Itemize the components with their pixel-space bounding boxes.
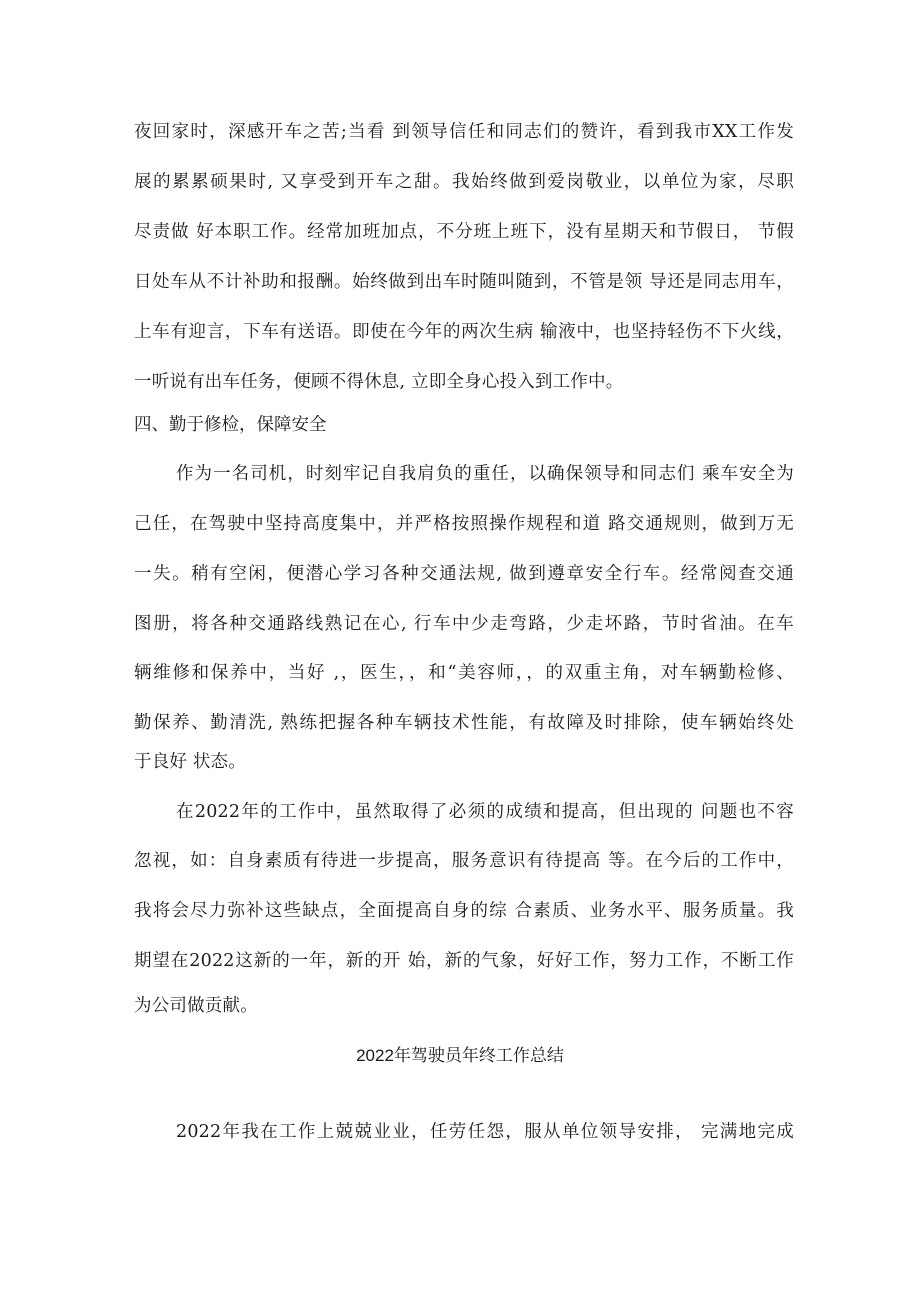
paragraph-line: 图册，将各种交通路线熟记在心, 行车中少走弯路，少走坏路，节时省油。在车	[134, 614, 794, 634]
paragraph-line: 忽视，如：自身素质有待进一步提高，服务意识有待提高 等。在今后的工作中，	[134, 851, 794, 871]
paragraph-line: 在2022年的工作中，虽然取得了必须的成绩和提高，但出现的 问题也不容	[176, 802, 794, 822]
paragraph-line: 夜回家时，深感开车之苦;当看 到领导信任和同志们的赞许，看到我市XX工作发	[134, 122, 794, 142]
paragraph-line: 一听说有出车任务，便顾不得休息, 立即全身心投入到工作中。	[134, 372, 624, 392]
paragraph-line: 上车有迎言，下车有送语。即使在今年的两次生病 输液中，也坚持轻伤不下火线，	[134, 322, 794, 342]
paragraph-line: 于良好 状态。	[134, 752, 246, 772]
paragraph-line: 期望在2022这新的一年，新的开 始，新的气象，好好工作，努力工作，不断工作	[134, 951, 794, 971]
paragraph-line: 作为一名司机，时刻牢记自我肩负的重任，以确保领导和同志们 乘车安全为	[176, 464, 794, 484]
paragraph-line: 己任，在驾驶中坚持高度集中，并严格按照操作规程和道 路交通规则，做到万无	[134, 514, 794, 534]
paragraph-line: 勤保养、勤清洗, 熟练把握各种车辆技术性能，有故障及时排除，使车辆始终处	[134, 713, 794, 733]
paragraph-line: 为公司做贡献。	[134, 996, 258, 1016]
paragraph-line: 辆维修和保养中，当好 ,，医生，，和“美容师，，的双重主角，对车辆勤检修、	[134, 663, 794, 683]
paragraph-line: 日处车从不计补助和报酬。始终做到出车时随叫随到，不管是领 导还是同志用车，	[134, 272, 794, 292]
paragraph-line: 展的累累硕果时, 又享受到开车之甜。我始终做到爱岗敬业，以单位为家，尽职	[134, 172, 794, 192]
document-title: 2022年驾驶员年终工作总结	[356, 1046, 564, 1065]
paragraph-line: 2022年我在工作上兢兢业业，任劳任怨，服从单位领导安排， 完满地完成	[176, 1122, 794, 1142]
paragraph-line: 尽责做 好本职工作。经常加班加点，不分班上班下，没有星期天和节假日， 节假	[134, 222, 794, 242]
paragraph-line: 我将会尽力弥补这些缺点，全面提高自身的综 合素质、业务水平、服务质量。我	[134, 901, 794, 921]
paragraph-line: 一失。稍有空闲，便潜心学习各种交通法规, 做到遵章安全行车。经常阅查交通	[134, 564, 794, 584]
section-heading: 四、勤于修检，保障安全	[134, 415, 327, 435]
